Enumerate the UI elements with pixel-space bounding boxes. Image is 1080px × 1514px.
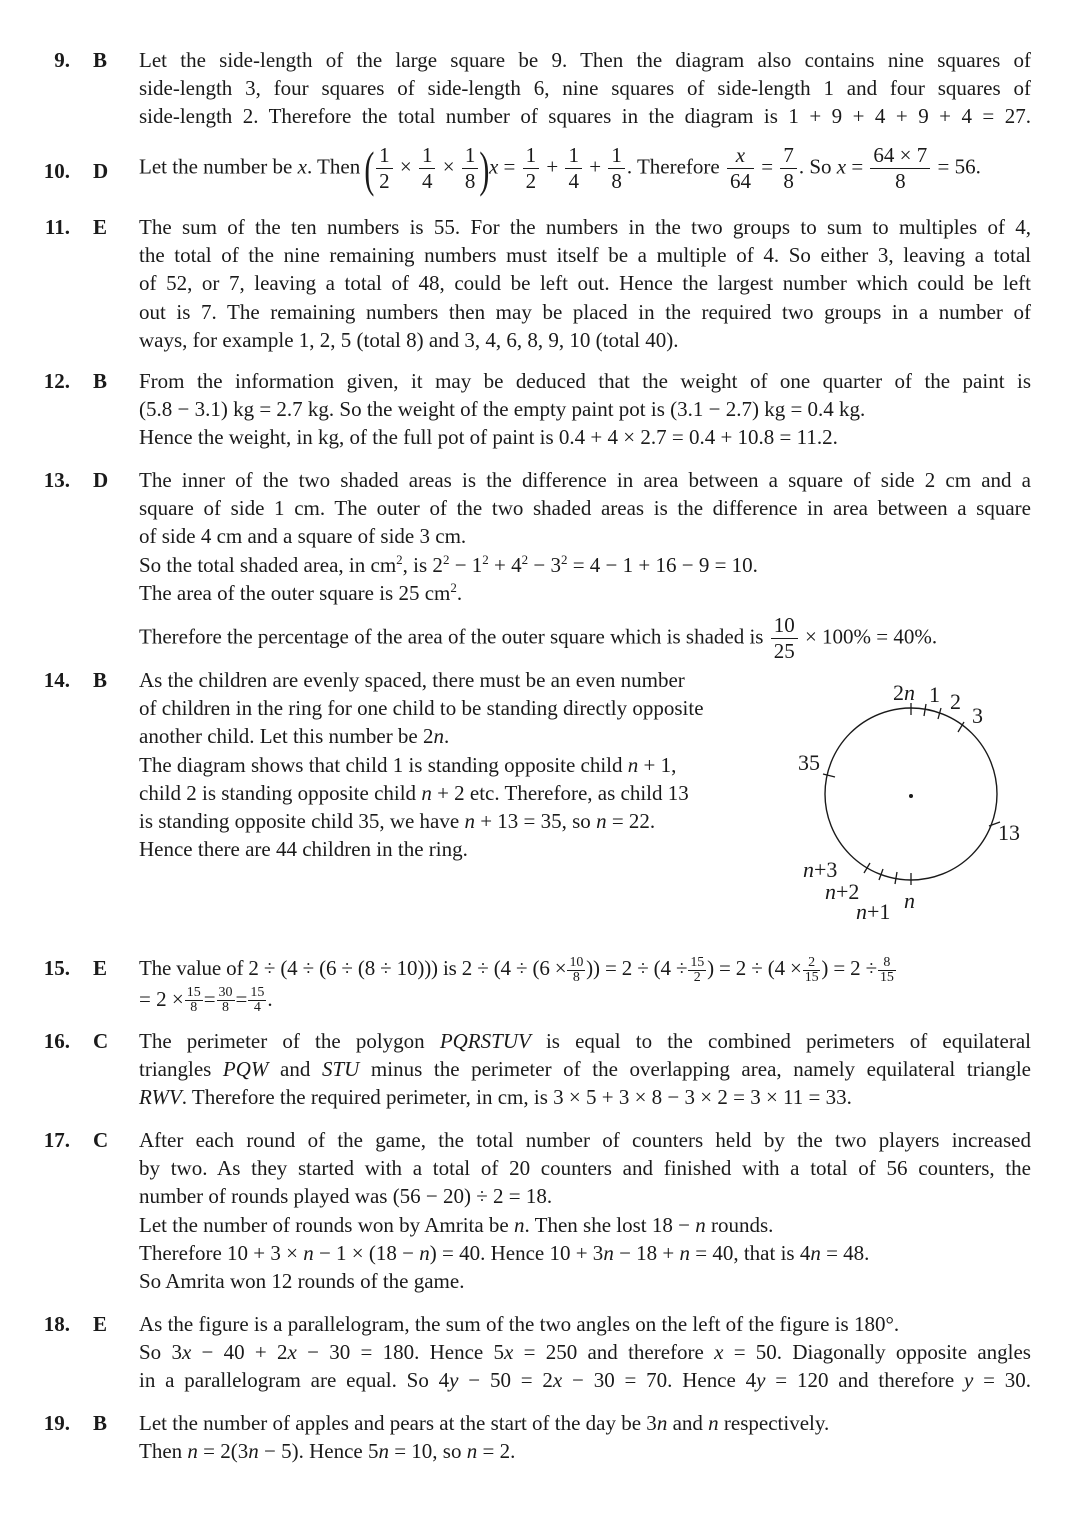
text-line [139,551,1031,579]
denominator: 2 [688,970,706,985]
fraction [248,986,266,1015]
exponent: 2 [482,551,489,567]
text: ) = 2 ÷ (4 × [707,956,802,980]
text-line: side-length 2. Therefore the total number of squares in the diagram is 1 + 9 + 4 + 9 + 4 = 27. [139,104,1031,129]
variable: n [187,1439,198,1464]
answer-letter: C [93,1029,109,1053]
solution-text [139,367,1031,452]
text: − 30 = 70. Hence 4 [562,1368,757,1393]
fraction [878,956,896,985]
text-line: So Amrita won 12 rounds of the game. [139,1269,465,1294]
operator: = [503,154,516,179]
text: and [268,1057,322,1082]
text: The perimeter of the polygon [139,1029,440,1053]
label-n-plus-2: n+2 [825,879,860,904]
center-dot [909,794,913,798]
numerator: 1 [568,143,579,167]
text: − 50 = 2 [458,1368,553,1393]
question-number: 15. [43,956,70,980]
numerator: 2 [808,954,815,970]
variable: n [466,1439,478,1464]
operator: + [546,154,559,179]
text: ) = 40. Hence 10 + 3 [429,1240,604,1265]
text-line: (5.8 − 3.1) kg = 2.7 kg. So the weight of the empty paint pot is (3.1 − 2.7) kg = 0.4 kg. [139,397,866,422]
denominator: 25 [771,638,798,664]
text-line: square of side 1 cm. The outer of the two shaded areas is the difference in area between a square [139,496,1031,521]
fraction [688,956,706,985]
fraction [727,143,754,194]
numerator: 10 [773,613,795,638]
text: Let the number be [139,154,298,179]
text: = 30. [973,1368,1032,1393]
text-line [139,1409,1031,1437]
variable: STU [321,1057,360,1082]
text-line: As the children are evenly spaced, there must be an even number [139,668,685,692]
denominator: 8 [567,970,585,985]
denominator: 8 [217,1000,235,1015]
denominator: 64 [727,168,754,194]
text: child 2 is standing opposite child [139,780,422,805]
fraction [780,143,797,194]
answer-letter: C [93,1128,109,1152]
numerator: 10 [569,954,584,970]
variable: n [419,1240,430,1265]
text: ) = 2 ÷ [821,956,877,980]
text: − 1 × (18 − [313,1240,420,1265]
operator: = [761,154,774,179]
text-line [139,751,749,779]
variable: n [421,780,432,805]
label-2n: 2n [893,680,915,705]
denominator: 4 [565,168,582,194]
solution-text [139,46,1031,131]
label-1: 1 [929,682,940,707]
text: + 1, [638,752,677,777]
text: − 30 = 180. Hence 5 [296,1340,505,1365]
numerator: 64 × 7 [873,143,928,167]
solution-text [139,213,1031,354]
text: = 120 and therefore [765,1368,964,1393]
question-number: 9. [54,48,70,72]
text-line [139,807,749,835]
question-number: 13. [43,468,70,492]
children-ring-diagram [788,668,1048,938]
text: . Then [306,154,361,179]
variable: RWV [139,1085,182,1110]
text: = [203,986,216,1011]
text: − 18 + [613,1240,680,1265]
text: another child. Let this number be 2 [139,724,434,749]
numerator: 1 [525,143,537,167]
variable: n [433,724,445,749]
variable: n [603,1240,614,1265]
text-line [139,1083,1031,1111]
variable: x [287,1340,297,1365]
fraction [608,143,625,194]
fraction [419,143,436,194]
question-number: 17. [43,1128,70,1152]
variable: y [756,1368,766,1393]
text: = 2 × [139,986,184,1011]
variable: n [464,809,475,834]
label-3: 3 [972,703,983,728]
solution-text [139,466,1031,664]
text: − 3 [528,552,561,577]
variable: PQW [222,1057,269,1082]
variable: n [596,809,607,834]
text: × 100% = 40%. [804,624,938,649]
variable: x [504,1340,514,1365]
solution-text [139,1126,1031,1295]
text: − 5). Hence 5 [258,1439,379,1464]
text: is equal to the combined perimeters of equilateral [530,1029,1031,1053]
text-line [139,1027,1031,1055]
denominator: 4 [419,168,436,194]
question-number: 14. [43,668,70,692]
denominator: 8 [185,1000,203,1015]
fraction [870,143,930,194]
text: + 4 [488,552,522,577]
label-35: 35 [798,750,820,775]
variable: n [708,1411,719,1435]
tick-marks [823,703,1000,885]
answer-letter: E [93,215,108,239]
variable: n [378,1439,389,1464]
numerator: x [735,143,746,167]
label-n-plus-1: n+1 [856,899,891,924]
text: Then [139,1439,188,1464]
numerator: 1 [379,143,390,167]
fraction [376,143,393,194]
text-line: side-length 3, four squares of side-length 6, nine squares of side-length 1 and four squares of [139,76,1031,101]
text-line [139,613,1031,664]
text-line: The sum of the ten numbers is 55. For the numbers in the two groups to sum to multiples of 4, [139,215,1031,239]
fraction [803,956,821,985]
answer-letter: B [93,369,108,393]
question-number: 12. [43,369,70,393]
variable: n [514,1212,525,1237]
variable: x [488,154,499,179]
denominator: 2 [523,168,540,194]
text: )) = 2 ÷ (4 ÷ [586,956,688,980]
operator: × [442,154,455,179]
fraction [462,143,479,194]
solution-text [139,140,1031,197]
variable: x [714,1340,724,1365]
variable: x [552,1368,563,1393]
text-line: by two. As they started with a total of 20 counters and finished with a total of 56 counters, the [139,1156,1031,1181]
denominator: 8 [608,168,625,194]
variable: n [627,752,639,777]
numerator: 30 [218,985,233,1001]
text-line [139,1338,1031,1366]
answer-letter: E [93,956,108,980]
text: = 2(3 [197,1439,249,1464]
question-number: 19. [43,1411,70,1435]
denominator: 8 [870,168,930,194]
left-paren: ( [364,140,375,197]
exponent: 2 [521,551,529,567]
text-line [139,1437,1031,1465]
text: The area of the outer square is 25 cm [139,580,451,605]
operator: = [851,154,864,179]
text: Let the number of apples and pears at the start of the day be 3 [139,1411,657,1435]
text-line: Let the side-length of the large square be 9. Then the diagram also contains nine squares of [139,48,1031,72]
text: triangles [139,1057,223,1082]
numerator: 1 [421,143,433,167]
text-line: Hence the weight, in kg, of the full pot of paint is 0.4 + 4 × 2.7 = 0.4 + 10.8 = 11.2. [139,425,838,450]
numerator: 15 [250,985,265,1001]
text-line [139,1055,1031,1083]
label-2: 2 [950,689,961,714]
text: = [235,986,248,1011]
text: So 3 [139,1340,182,1365]
right-paren: ) [479,140,490,197]
text: = 22. [606,809,656,834]
fraction [567,956,585,985]
text: in a parallelogram are equal. So 4 [139,1368,450,1393]
text-line: Hence there are 44 children in the ring. [139,837,468,862]
denominator: 15 [804,969,819,985]
text: Therefore 10 + 3 × [139,1240,304,1265]
variable: y [449,1368,459,1393]
text-line [139,1239,1031,1267]
numerator: 7 [783,143,794,167]
exponent: 2 [560,551,568,567]
text: . Therefore [626,154,720,179]
fraction [185,986,203,1015]
text: . So [798,154,837,179]
solution-text [139,666,749,863]
solution-text [139,1027,1031,1112]
text: = 56. [937,154,981,179]
numerator: 15 [186,985,201,1001]
numerator: 8 [883,954,891,970]
text-line: number of rounds played was (56 − 20) ÷ 2 = 18. [139,1184,553,1209]
answer-letter: E [93,1312,108,1336]
fraction [523,143,540,194]
text: = 40, that is 4 [690,1240,811,1265]
denominator: 4 [248,1000,266,1015]
text-line [139,722,749,750]
question-number: 16. [43,1029,70,1053]
text: is standing opposite child 35, we have [139,809,465,834]
variable: n [810,1240,821,1265]
text: = 48. [820,1240,870,1265]
label-13: 13 [998,820,1020,845]
fraction [217,986,235,1015]
text: minus the perimeter of the overlapping area, namely equilateral triangle [359,1057,1032,1082]
text-line [139,1211,1031,1239]
text: . [444,724,450,749]
solution-text [139,954,1031,1015]
variable: y [963,1368,974,1393]
text: = 10, so [388,1439,467,1464]
denominator: 2 [376,168,393,194]
answer-letter: D [93,468,109,492]
variable: n [656,1411,668,1435]
text-line: of 52, or 7, leaving a total of 48, could be left out. Hence the largest number which could be left [139,271,1031,296]
label-n-plus-3: n+3 [803,857,838,882]
variable: n [303,1240,314,1265]
label-n: n [904,888,915,913]
text: + 13 = 35, so [474,809,597,834]
text: = 2. [477,1439,516,1464]
text-line: As the figure is a parallelogram, the sum of the two angles on the left of the figure is 180°. [139,1312,900,1336]
text-line: The inner of the two shaded areas is the difference in area between a square of side 2 cm and a [139,468,1031,492]
exponent: 2 [450,579,457,595]
variable: x [181,1340,192,1365]
text-line: After each round of the game, the total number of counters held by the two players increased [139,1128,1031,1152]
question-number: 11. [44,215,70,239]
text: − 1 [449,552,483,577]
numerator: 1 [611,143,622,167]
fraction [771,613,798,664]
text: The value of 2 ÷ (4 ÷ (6 ÷ (8 ÷ 10))) is 2 ÷ (4 ÷ (6 × [139,956,567,980]
variable: n [695,1212,706,1237]
text-line: of children in the ring for one child to be standing directly opposite [139,696,704,721]
text: = 4 − 1 + 16 − 9 = 10. [567,552,758,577]
variable: x [297,154,307,179]
solution-text [139,1409,1031,1465]
operator: + [589,154,602,179]
text: . Therefore the required perimeter, in cm, is 3 × 5 + 3 × 8 − 3 × 2 = 3 × 11 = 33. [181,1085,852,1110]
text-line: of side 4 cm and a square of side 3 cm. [139,524,467,549]
answer-letter: B [93,1411,108,1435]
answer-letter: B [93,48,108,72]
text: = 250 and therefore [513,1340,715,1365]
variable: PQRSTUV [439,1029,531,1053]
text: and [667,1411,709,1435]
text-line: From the information given, it may be deduced that the weight of one quarter of the paint is [139,369,1031,393]
answer-letter: D [93,159,109,183]
text: The diagram shows that child 1 is standing opposite child [139,752,628,777]
text: respectively. [718,1411,830,1435]
exponent: 2 [442,551,450,567]
operator: × [399,154,412,179]
text: + 2 etc. Therefore, as child 13 [431,780,689,805]
text-line [139,779,749,807]
text-line: the total of the nine remaining numbers must itself be a multiple of 4. So either 3, leaving a total [139,243,1031,268]
text: Therefore the percentage of the area of the outer square which is shaded is [139,624,764,649]
question-number: 10. [43,159,70,183]
variable: n [679,1240,690,1265]
text-line [139,954,1031,985]
question-number: 18. [43,1312,70,1336]
text-line: ways, for example 1, 2, 5 (total 8) and 3, 4, 6, 8, 9, 10 (total 40). [139,327,679,352]
text: rounds. [705,1212,774,1237]
text: . Then she lost 18 − [524,1212,696,1237]
answer-letter: B [93,668,108,692]
numerator: 15 [690,954,705,970]
solution-text [139,1310,1031,1395]
text: . [456,580,463,605]
exponent: 2 [396,551,403,567]
text: − 40 + 2 [191,1340,288,1365]
variable: x [836,154,847,179]
denominator: 8 [462,168,479,194]
variable: n [248,1439,259,1464]
text: Let the number of rounds won by Amrita be [139,1212,515,1237]
denominator: 8 [780,168,797,194]
numerator: 1 [464,143,476,167]
text: So the total shaded area, in cm [139,552,397,577]
text: . [267,986,273,1011]
text: , is 2 [402,552,443,577]
denominator: 15 [879,969,894,985]
text-line [139,579,1031,607]
text-line [139,1366,1031,1394]
fraction [565,143,582,194]
text-line: out is 7. The remaining numbers then may be placed in the required two groups in a number of [139,299,1031,324]
text: = 50. Diagonally opposite angles [723,1340,1031,1365]
text-line [139,985,1031,1016]
